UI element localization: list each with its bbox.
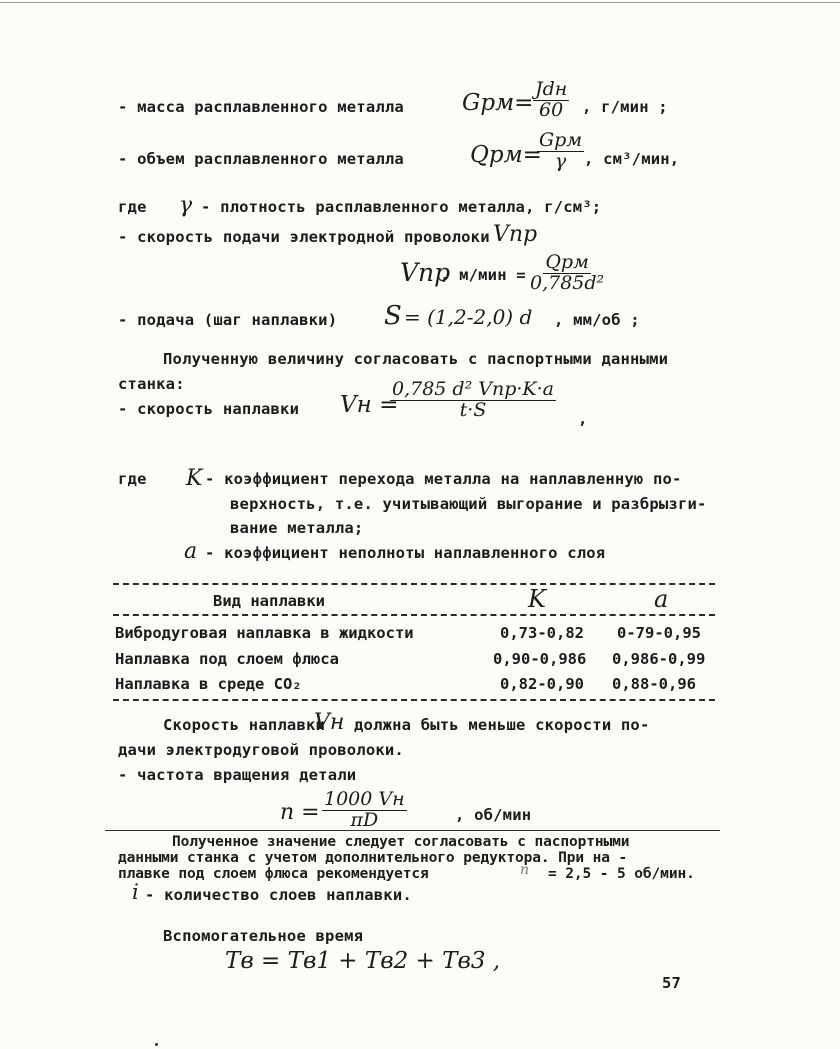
aux-time-label: Вспомогательное время [163, 927, 364, 945]
agree-line-1: Полученную величину согласовать с паспортными данными [163, 350, 669, 368]
agree-line-2: станка: [118, 375, 185, 393]
paragraph-2-line-2: данными станка с учетом дополнительного редуктора. При на - [118, 850, 628, 866]
tb-formula: Tв = Tв1 + Tв2 + Tв3 , [225, 948, 501, 974]
table-row-3-k: 0,82-0,90 [500, 675, 584, 693]
layers-line: - количество слоев наплавки. [145, 886, 412, 904]
vn-denominator: t·S [459, 398, 487, 421]
volume-line: - объем расплавленного металла [118, 150, 404, 168]
k-description-3: вание металла; [230, 519, 364, 537]
page-number: 57 [662, 974, 682, 992]
qpm-lhs: Qрм= [470, 142, 542, 168]
table-header-k: K [528, 585, 546, 613]
feed-line: - подача (шаг наплавки) [118, 311, 338, 329]
vn-fraction [390, 380, 556, 421]
qpm-fraction [537, 131, 584, 172]
s-expression: = (1,2-2,0) d [404, 305, 533, 329]
where-label-2: где [118, 470, 147, 488]
paragraph-2-line-3b: = 2,5 - 5 об/мин. [548, 866, 695, 882]
table-row-1-type: Вибродуговая наплавка в жидкости [115, 624, 414, 642]
gpm-unit: , г/мин ; [582, 98, 668, 116]
vpr-symbol: Vпр [493, 222, 538, 247]
table-header-type: Вид наплавки [213, 592, 325, 610]
n-fraction [322, 790, 407, 831]
qpm-denominator: γ [554, 149, 567, 172]
a-symbol: a [184, 539, 198, 564]
table-row-3-type: Наплавка в среде CO₂ [115, 675, 302, 693]
speed-note-1a: Скорость наплавки [163, 716, 326, 734]
gpm-numerator: Jdн [535, 78, 568, 100]
s-unit: , мм/об ; [554, 311, 640, 329]
table-rule-bottom [113, 699, 715, 701]
gpm-fraction [533, 80, 569, 121]
gpm-denominator: 60 [539, 98, 564, 121]
gamma-symbol: γ [179, 193, 193, 218]
gpm-lhs: Gрм= [462, 90, 534, 116]
table-header-a: a [654, 585, 669, 613]
qpm-numerator: Gрм [539, 129, 583, 151]
k-description-2: верхность, т.е. учитывающий выгорание и разбрызги- [230, 495, 707, 513]
n-numerator: 1000 Vн [324, 788, 405, 810]
paragraph-2-line-1: Полученное значение следует согласовать с паспортными [172, 834, 630, 850]
vn-comma: , [578, 410, 588, 428]
vpr-lhs-unit: , м/мин = [440, 266, 526, 284]
table-rule-header [113, 614, 715, 616]
wire-speed-line: - скорость подачи электродной проволоки [118, 228, 490, 246]
scan-edge-line [0, 2, 840, 3]
table-row-2-type: Наплавка под слоем флюса [115, 650, 339, 668]
s-symbol: S [384, 301, 402, 331]
scan-speck [155, 1043, 158, 1046]
table-row-1-a: 0-79-0,95 [617, 624, 701, 642]
vn-inline-symbol: Vн [314, 710, 345, 735]
where-label-1: где [118, 198, 147, 216]
rotation-line: - частота вращения детали [118, 766, 357, 784]
table-row-1-k: 0,73-0,82 [500, 624, 584, 642]
table-row-3-a: 0,88-0,96 [612, 675, 696, 693]
vn-numerator: 0,785 d² Vпр·K·a [392, 378, 554, 400]
k-description-1: - коэффициент перехода металла на наплавленную по- [205, 470, 682, 488]
vpr-numerator: Qрм [545, 251, 589, 273]
n-lhs: n = [280, 800, 320, 825]
vpr-denominator: 0,785d² [530, 271, 605, 294]
vpr-lhs-symbol: Vпр [400, 258, 451, 287]
n-denominator: πD [350, 808, 379, 831]
surfacing-speed-line: - скорость наплавки [118, 400, 300, 418]
n-unit: , об/мин [455, 806, 532, 824]
section-divider [105, 830, 720, 831]
a-description: - коэффициент неполноты наплавленного слоя [205, 544, 606, 562]
vn-lhs: Vн = [340, 392, 399, 418]
i-symbol: i [132, 880, 139, 904]
table-rule-top [113, 583, 715, 585]
qpm-unit: , см³/мин, [584, 150, 680, 168]
n-inline-symbol: n [520, 862, 530, 878]
k-symbol: K [186, 466, 203, 491]
speed-note-2: дачи электродуговой проволоки. [118, 741, 404, 759]
speed-note-1b: должна быть меньше скорости по- [354, 716, 650, 734]
mass-line: - масса расплавленного металла [118, 98, 404, 116]
density-line: - плотность расплавленного металла, г/см³; [201, 198, 602, 216]
paragraph-2-line-3a: плавке под слоем флюса рекомендуется [118, 866, 429, 882]
table-row-2-k: 0,90-0,986 [493, 650, 587, 668]
vpr-fraction [528, 253, 606, 294]
table-row-2-a: 0,986-0,99 [612, 650, 706, 668]
